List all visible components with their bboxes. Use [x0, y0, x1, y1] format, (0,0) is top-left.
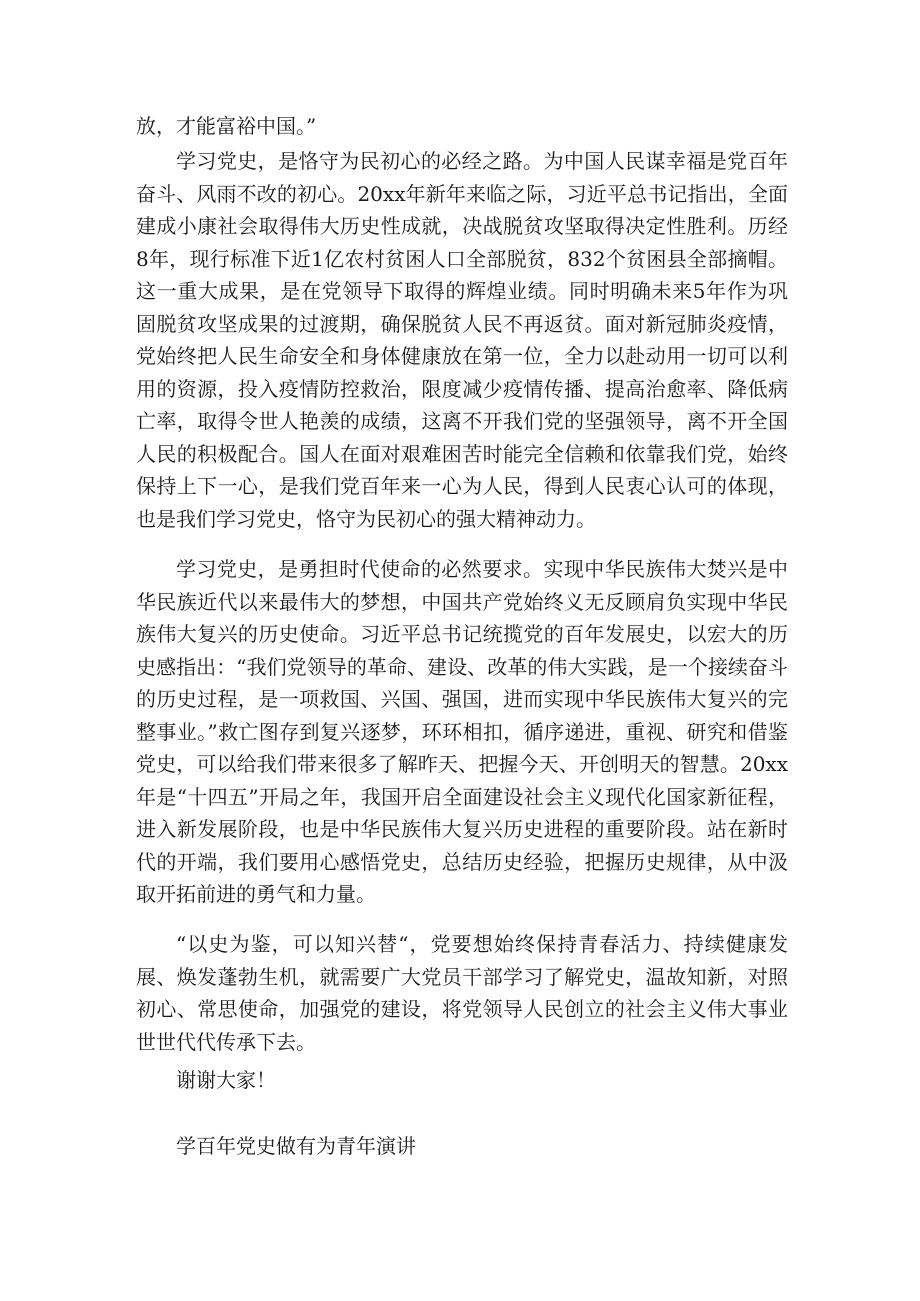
section-title-text: 学百年党史做有为青年演讲	[176, 1134, 416, 1158]
closing-text: 谢谢大家！	[176, 1068, 276, 1092]
closing-line	[136, 1064, 788, 1097]
document-paragraph	[136, 553, 788, 911]
paragraph-text: “以史为鉴，可以知兴替“，党要想始终保持青春活力、持续健康发展、焕发蓬勃生机，就需要广大党员干部学习了解党史，温故知新，对照初心、常思使命，加强党的建设，将党领导人民创立的社会主义伟大事业世世代代传承下去。	[136, 932, 788, 1054]
document-paragraph	[136, 928, 788, 1058]
paragraph-text: 学习党史，是勇担时代使命的必然要求。实现中华民族伟大焚兴是中华民族近代以来最伟大的梦想，中国共产党始终义无反顾肩负实现中华民族伟大复兴的历史使命。习近平总书记统揽党的百年发展史，以宏大的历史感指出：“我们党领导的革命、建设、改革的伟大实践，是一个接续奋斗的历史过程，是一项救国、兴国、强国，进而实现中华民族伟大复兴的完整事业。”救亡图存到复兴逐梦，环环相扣，循序递进，重视、研究和借鉴党史，可以给我们带来很多了解昨天、把握今天、开创明天的智慧。20xx年是“十四五”开局之年，我国开启全面建设社会主义现代化国家新征程，进入新发展阶段，也是中华民族伟大复兴历史进程的重要阶段。站在新时代的开端，我们要用心感悟党史，总结历史经验，把握历史规律，从中汲取开拓前进的勇气和力量。	[136, 557, 788, 906]
paragraph-text: 放，才能富裕中国。”	[136, 114, 317, 138]
paragraph-text: 学习党史，是恪守为民初心的必经之路。为中国人民谋幸福是党百年奋斗、风雨不改的初心。20xx年新年来临之际，习近平总书记指出，全面建成小康社会取得伟大历史性成就，决战脱贫攻坚取得决定性胜利。历经8年，现行标准下近1亿农村贫困人口全部脱贫，832个贫困县全部摘帽。这一重大成果，是在党领导下取得的辉煌业绩。同时明确未来5年作为巩固脱贫攻坚成果的过渡期，确保脱贫人民不再返贫。面对新冠肺炎疫情，党始终把人民生命安全和身体健康放在第一位，全力以赴动用一切可以利用的资源，投入疫情防控救治，限度减少疫情传播、提高治愈率、降低病亡率，取得令世人艳羡的成绩，这离不开我们党的坚强领导，离不开全国人民的积极配合。国人在面对艰难困苦时能完全信赖和依靠我们党，始终保持上下一心，是我们党百年来一心为人民，得到人民衷心认可的体现，也是我们学习党史，恪守为民初心的强大精神动力。	[136, 149, 788, 531]
document-paragraph	[136, 110, 788, 143]
document-paragraph	[136, 145, 788, 535]
next-section-title	[136, 1130, 788, 1163]
